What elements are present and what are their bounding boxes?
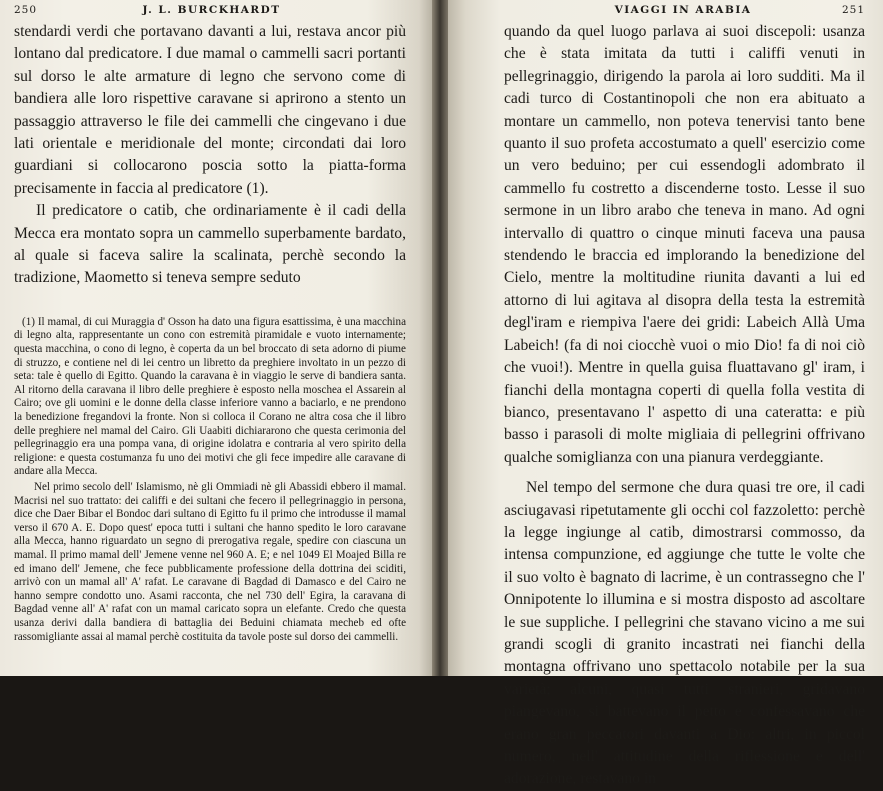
right-page [448, 0, 883, 788]
footnote-2: Nel primo secolo dell' Islamismo, nè gli Ommiadi nè gli Abassidi ebbero il mamal. Macrisi nel suo trattato: dei califfi e dei sultani che fecero il pellegrinaggio in persona, dice che Daer Bibar el Bondoc dari sultano di Egitto fu il primo che introdusse il mamal verso il 670 A. E. Dopo quest' epoca tutti i sultani che hanno spedito le loro caravane alla Mecca, hanno riguardato un segno di prerogativa regale, spedire con ciascuna un mamal. Il primo mamal dell' Jemene venne nel 960 A. E; e nel 1049 El Moajed Billa re ed imano dell' Jemene, che fece pubblicamente professione della dottrina dei sciditi, arrivò con un mamal all' A' rafat. Le caravane di Bagdad di Damasco e del Cairo ne hanno sempre condotto uno. Asami racconta, che nel 730 dell' Egira, la caravana di Bagdad venne all' A' rafat con un mamal caricato sopra un elefante. Credo che questa usanza derivi dalla bandiera di battaglia dei Beduini chiamata mecheb ed ofte rassomigliante assai al mamal perchè costituita da tavole poste sul dorso dei cammelli. [14, 481, 406, 643]
left-body-text [14, 21, 406, 290]
right-running-title: VIAGGI IN ARABIA [614, 4, 752, 16]
right-paragraph-1: quando da quel luogo parlava ai suoi discepoli: usanza che è stata imitata da tutti i califfi venuti in pellegrinaggio, dirigendo la parola ai loro sudditi. Ma il cadi turco di Costantinopoli che non era abituato a montare un cammello, non poteva tenervisi tanto bene quanto il suo profeta accostumato a quell' esercizio come un vero beduino; per cui essendogli adombrato il cammello fu costretto a discenderne tosto. Lesse il suo sermone in un libro arabo che teneva in mano. Ad ogni intervallo di quattro o cinque minuti faceva una pausa stendendo le braccia ed implorando la benedizione del Cielo, mentre la moltitudine riunita davanti a lui ed attorno di lui agitava al disopra della testa la estremità degl'iram e riempiva l'aere dei gridi: Labeich Allà Uma Labeich! (fa di noi ciocchè vuoi o mio Dio! fa di noi ciò che vuoi!). Mentre in quella guisa fluattavano gl' iram, i fianchi della montagna coperti di quella folla vestita di bianco, presentavano l' aspetto di una cateratta: e più basso i parasoli di molte migliaia di pellegrini offrivano qualche somiglianza con una pianura verdeggiante. [504, 23, 865, 466]
right-body-text [504, 21, 865, 791]
footnote-1: (1) Il mamal, di cui Muraggia d' Osson ha dato una figura esattissima, è una macchina di legno alta, rappresentante un cono con estremità piramidale e vuoto internamente; questa macchina, o cono di legno, è coperta da un bel broccato di seta adorno di piume di struzzo, e contiene nel di lei centro un libretto da preghiere involtato in un pezzo di seta: tale è quello di Egitto. Quando la caravana è in viaggio le serve di bandiera santa. Al ritorno della caravana il libro delle preghiere è esposto nella moschea el Assarein al Cairo; ove gli uomini e le donne della classe inferiore vanno a baciarlo, e ne prendono la benedizione fregandovi la fronte. Non si colloca il Corano ne altra cosa che il libro delle preghiere nel mamal del Cairo. Gli Uaabiti dichiararono che questa cerimonia del pellegrinaggio era una pompa vana, di origine idolatra e contraria al vero spirito della religione: e questa costumanza fu uno dei motivi che gli fece impedire alle caravane di andare alla Mecca. [14, 315, 406, 478]
footnotes [14, 302, 406, 644]
left-page-number: 250 [14, 4, 38, 16]
right-page-number: 251 [841, 4, 865, 16]
left-running-title: J. L. BURCKHARDT [142, 4, 281, 16]
book-gutter [432, 0, 448, 676]
left-paragraph-1: stendardi verdi che portavano davanti a lui, restava ancor più lontano dal predicatore. I due mamal o cammelli sacri portanti sul dorso le alte armature di legno che servono come di bandiera alle loro rispettive caravane si aprirono a stento un passaggio attraverso le file dei cammelli che cingevano i due lati orientale e meridionale del monte; circondati dai loro guardiani si collocarono poscia sotto la piatta-forma precisamente in faccia al predicatore (1). [14, 23, 406, 197]
left-page [0, 0, 432, 676]
left-running-head [14, 4, 406, 18]
left-paragraph-2: Il predicatore o catib, che ordinariamente è il cadi della Mecca era montato sopra un cammello superbamente bardato, al quale si faceva salire la scalinata, perchè secondo la tradizione, Maometto si teneva sempre seduto [14, 202, 406, 287]
right-running-head [504, 4, 865, 18]
right-paragraph-2: Nel tempo del sermone che dura quasi tre ore, il cadi asciugavasi ripetutamente gli occhi col fazzoletto: perchè la legge ingiunge al catib, dimostrarsi commosso, da intensa compunzione, ed aggiunge che tutte le volte che il suo volto è bagnato di lacrime, è un contrassegno che l' Onnipotente lo illumina e si mostra disposto ad ascoltare le sue suppliche. I pellegrini che stavano vicino a me sui grandi scogli di granito incastrati nei fianchi della montagna offrivano uno spettacolo notabile per la sua varietà; alcuni, quasi tutti stranieri, gridavano piangevano, si battevano il petto e confessavano che erano gran peccatori davanti a Dio: altri, in piccol numero, nell' attitudine della riflessione e dell' adorazione, restavano in [504, 479, 865, 788]
